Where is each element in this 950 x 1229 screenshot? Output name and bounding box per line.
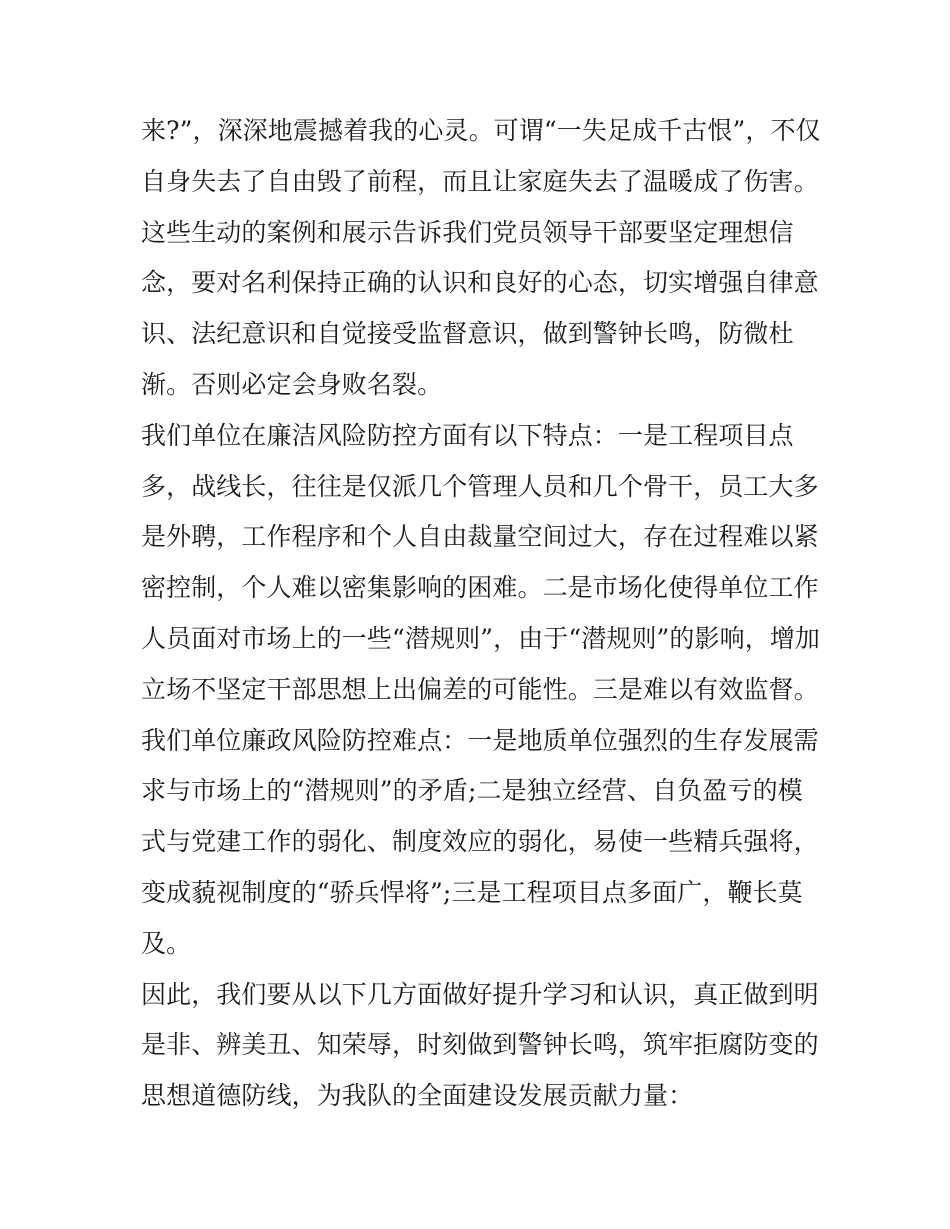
- paragraph-line: 变成藐视制度的“骄兵悍将”;三是工程项目点多面广，鞭长莫: [141, 877, 803, 907]
- paragraph-2: [141, 411, 821, 716]
- paragraph-line: 密控制，个人难以密集影响的困难。二是市场化使得单位工作: [141, 573, 819, 603]
- paragraph-line: 念，要对名利保持正确的认识和良好的心态，切实增强自律意: [141, 268, 819, 298]
- paragraph-line: 式与党建工作的弱化、制度效应的弱化，易使一些精兵强将，: [141, 827, 819, 857]
- paragraph-line: 求与市场上的“潜规则”的矛盾;二是独立经营、自负盈亏的模: [141, 776, 803, 806]
- paragraph-line: 思想道德防线，为我队的全面建设发展贡献力量：: [141, 1081, 694, 1111]
- paragraph-line: 是外聘，工作程序和个人自由裁量空间过大，存在过程难以紧: [141, 522, 819, 552]
- paragraph-4: [141, 970, 821, 1122]
- paragraph-line: 这些生动的案例和展示告诉我们党员领导干部要坚定理想信: [141, 217, 794, 247]
- paragraph-3: [141, 716, 821, 970]
- paragraph-1: [141, 106, 821, 411]
- paragraph-line: 因此，我们要从以下几方面做好提升学习和认识，真正做到明: [141, 979, 819, 1009]
- paragraph-line: 是非、辨美丑、知荣辱，时刻做到警钟长鸣，筑牢拒腐防变的: [141, 1030, 819, 1060]
- paragraph-line: 自身失去了自由毁了前程，而且让家庭失去了温暖成了伤害。: [141, 166, 819, 196]
- paragraph-line: 识、法纪意识和自觉接受监督意识，做到警钟长鸣，防微杜: [141, 319, 794, 349]
- paragraph-line: 我们单位在廉洁风险防控方面有以下特点：一是工程项目点: [141, 420, 794, 450]
- document-body: [141, 106, 821, 1122]
- paragraph-line: 我们单位廉政风险防控难点：一是地质单位强烈的生存发展需: [141, 725, 819, 755]
- paragraph-line: 多，战线长，往往是仅派几个管理人员和几个骨干，员工大多: [141, 471, 819, 501]
- paragraph-line: 立场不坚定干部思想上出偏差的可能性。三是难以有效监督。: [141, 674, 819, 704]
- paragraph-line: 及。: [141, 928, 192, 958]
- paragraph-line: 人员面对市场上的一些“潜规则”，由于“潜规则”的影响，增加: [141, 623, 821, 653]
- paragraph-line: 渐。否则必定会身败名裂。: [141, 369, 443, 399]
- paragraph-line: 来?”，深深地震撼着我的心灵。可谓“一失足成千古恨”，不仅: [141, 116, 821, 145]
